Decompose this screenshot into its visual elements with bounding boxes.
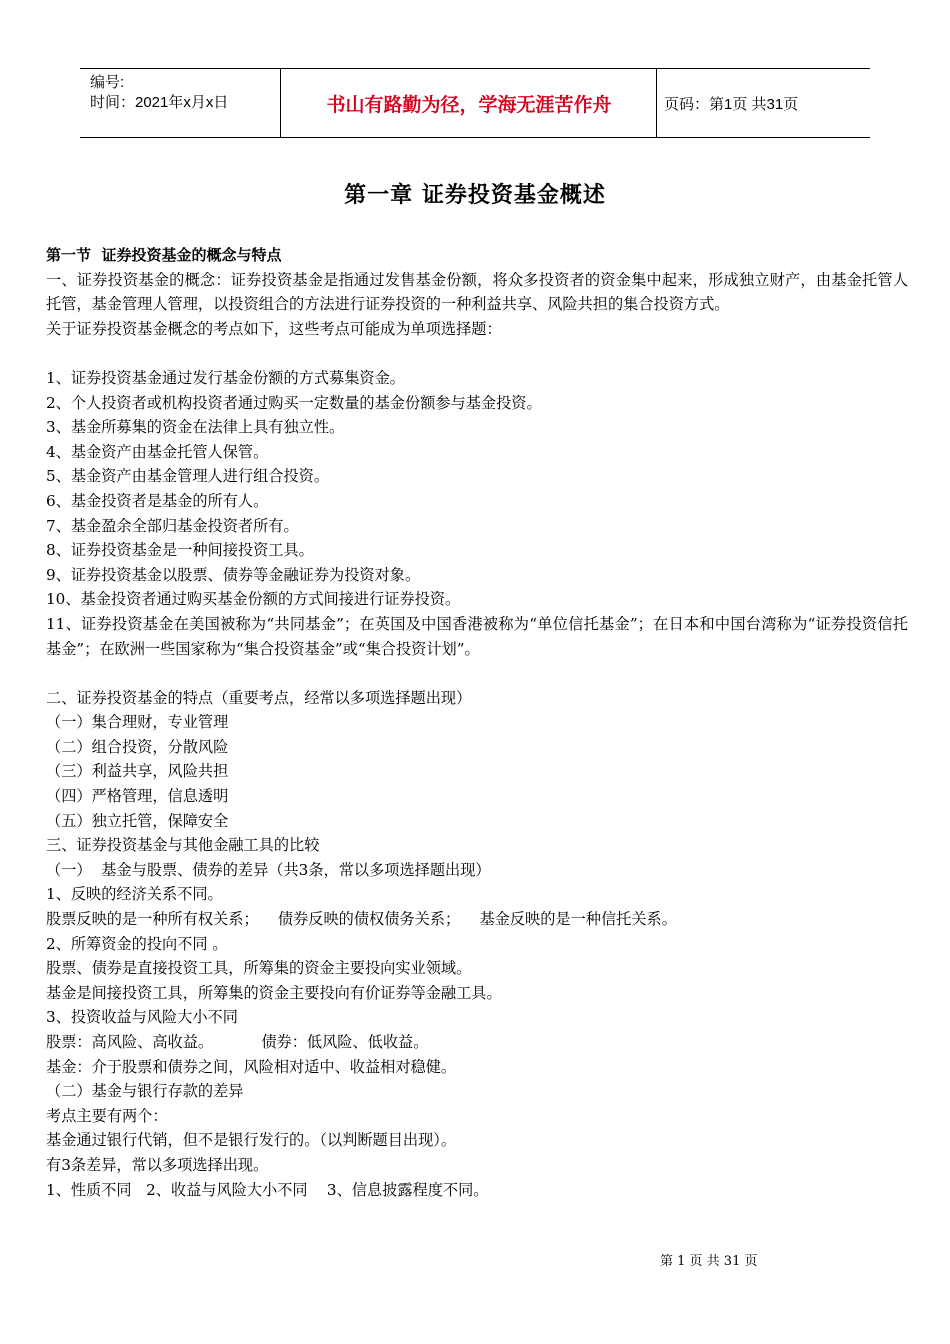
list-item: 考点主要有两个： <box>46 1106 168 1125</box>
points-list <box>46 366 908 612</box>
header-page-info: 页码：第1页 共31页 <box>664 95 799 113</box>
list-item: （一） 基金与股票、债券的差异（共3条，常以多项选择题出现） <box>46 860 491 879</box>
document-body <box>46 243 908 1202</box>
section-heading: 第一节 证券投资基金的概念与特点 <box>46 246 282 264</box>
list-item: 8、证券投资基金是一种间接投资工具。 <box>46 541 314 560</box>
list-item: 2、个人投资者或机构投资者通过购买一定数量的基金份额参与基金投资。 <box>46 393 542 412</box>
list-item: （五）独立托管，保障安全 <box>46 811 229 830</box>
list-item: 3、投资收益与风险大小不同 <box>46 1008 238 1027</box>
list-item: （二）基金与银行存款的差异 <box>46 1082 244 1101</box>
list-item: 1、反映的经济关系不同。 <box>46 885 223 904</box>
list-item: （三）利益共享，风险共担 <box>46 762 229 781</box>
list-item: 10、基金投资者通过购买基金份额的方式间接进行证券投资。 <box>46 590 461 609</box>
list-item: 有3条差异，常以多项选择出现。 <box>46 1155 269 1174</box>
list-item: 基金是间接投资工具，所筹集的资金主要投向有价证券等金融工具。 <box>46 983 502 1002</box>
list-item: 股票：高风险、高收益。 债券：低风险、低收益。 <box>46 1033 429 1051</box>
number-label: 编号: <box>90 74 125 91</box>
date-line: 时间：2021年x月x日 <box>90 94 229 111</box>
list-item: 股票反映的是一种所有权关系； 债券反映的债权债务关系； 基金反映的是一种信托关系。 <box>46 910 677 929</box>
list-item: 7、基金盈余全部归基金投资者所有。 <box>46 516 299 535</box>
list-item: 2、所筹资金的投向不同 。 <box>46 934 228 953</box>
header-divider <box>656 69 657 137</box>
spacer <box>46 661 908 686</box>
list-item: （一）集合理财，专业管理 <box>46 713 229 732</box>
list-item: 5、基金资产由基金管理人进行组合投资。 <box>46 467 330 486</box>
features-list <box>46 710 908 833</box>
features-heading: 二、证券投资基金的特点（重要考点，经常以多项选择题出现） <box>46 688 472 707</box>
list-item: 1、性质不同 2、收益与风险大小不同 3、信息披露程度不同。 <box>46 1180 489 1199</box>
header-divider <box>280 69 281 137</box>
page-footer: 第 1 页 共 31 页 <box>660 1254 758 1269</box>
list-item: 基金：介于股票和债券之间，风险相对适中、收益相对稳健。 <box>46 1057 457 1076</box>
spacer <box>46 341 908 366</box>
chapter-title: 第一章 证券投资基金概述 <box>344 183 606 208</box>
header-motto: 书山有路勤为径，学海无涯苦作舟 <box>326 93 612 116</box>
list-item: 股票、债券是直接投资工具，所筹集的资金主要投向实业领域。 <box>46 959 472 978</box>
page-header-table <box>80 68 870 138</box>
list-item: 3、基金所募集的资金在法律上具有独立性。 <box>46 418 345 437</box>
list-item: （二）组合投资，分散风险 <box>46 737 229 756</box>
list-item: 基金通过银行代销，但不是银行发行的。（以判断题目出现）。 <box>46 1131 457 1150</box>
comparison-section <box>46 833 908 1202</box>
list-item: 9、证券投资基金以股票、债券等金融证券为投资对象。 <box>46 565 421 584</box>
list-item: 1、证券投资基金通过发行基金份额的方式募集资金。 <box>46 368 405 387</box>
concept-note: 关于证券投资基金概念的考点如下，这些考点可能成为单项选择题： <box>46 319 502 338</box>
list-item: 三、证券投资基金与其他金融工具的比较 <box>46 836 320 855</box>
list-item: 4、基金资产由基金托管人保管。 <box>46 442 269 461</box>
list-item: 6、基金投资者是基金的所有人。 <box>46 491 269 510</box>
list-item: （四）严格管理，信息透明 <box>46 787 229 806</box>
header-meta <box>90 73 280 113</box>
concept-paragraph: 一、证券投资基金的概念：证券投资基金是指通过发售基金份额，将众多投资者的资金集中起来，形成独立财产，由基金托管人托管，基金管理人管理，以投资组合的方法进行证券投资的一种利益共享、风险共担的集合投资方式。 <box>46 270 908 314</box>
list-item: 11、证券投资基金在美国被称为“共同基金”；在英国及中国香港被称为“单位信托基金”；在日本和中国台湾称为“证券投资信托基金”；在欧洲一些国家称为“集合投资基金”或“集合投资计划”。 <box>46 614 908 658</box>
